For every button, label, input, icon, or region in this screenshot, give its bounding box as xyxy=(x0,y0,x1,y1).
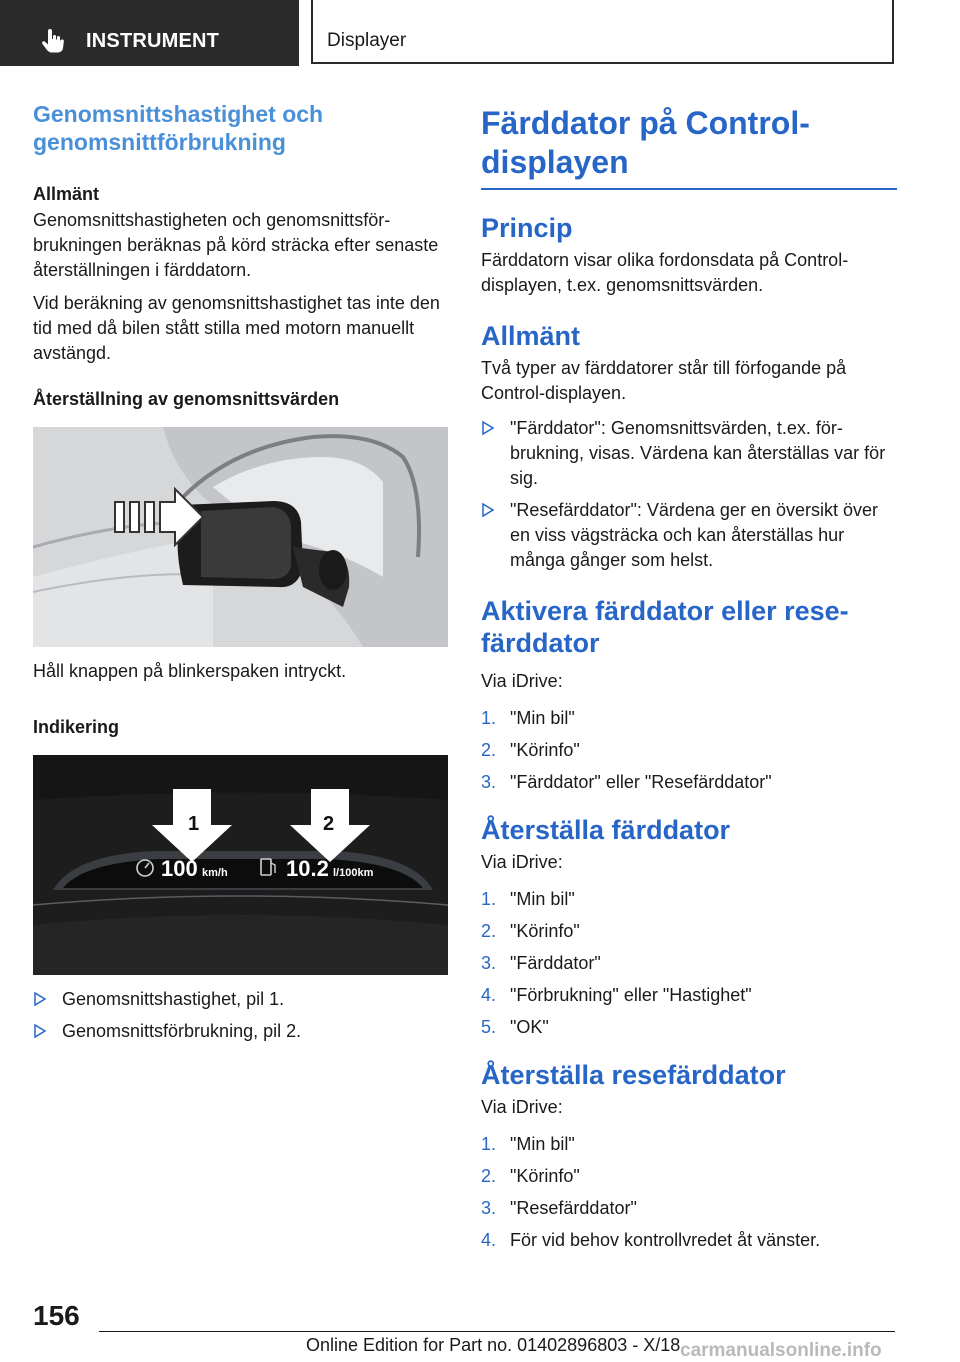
hand-pointer-icon xyxy=(40,28,66,54)
trip-computer-type-list xyxy=(481,416,897,573)
list-item xyxy=(481,1015,897,1047)
principle-text: Färddatorn visar olika fordonsdata på Control-displayen, t.ex. genomsnittsvärden. xyxy=(481,250,849,295)
triangle-bullet-icon xyxy=(481,420,495,436)
chapter-tab[interactable] xyxy=(0,0,299,66)
reset-trip-steps xyxy=(481,1132,897,1260)
list-item xyxy=(481,738,897,770)
step-text: "Färddator" xyxy=(510,953,601,973)
step-text: "Min bil" xyxy=(510,708,575,728)
reset-trip-recorder-heading: Återställa resefärddator xyxy=(481,1060,786,1090)
speed-value: 100 xyxy=(161,856,198,881)
list-item xyxy=(481,1164,897,1196)
trip-computer-title-line2: displayen xyxy=(481,144,629,180)
step-number: 4. xyxy=(481,1230,497,1250)
activate-via: Via iDrive: xyxy=(481,671,563,691)
title-underline xyxy=(481,188,897,190)
step-number: 1. xyxy=(481,1134,497,1154)
triangle-bullet-icon xyxy=(33,1023,47,1039)
list-item xyxy=(33,1019,448,1044)
average-heading xyxy=(33,100,448,156)
left-column xyxy=(33,100,448,1044)
average-heading-line2: genomsnittförbrukning xyxy=(33,129,286,155)
reset-via: Via iDrive: xyxy=(481,852,563,872)
general-subtitle-left: Allmänt xyxy=(33,184,100,204)
list-item xyxy=(481,1196,897,1228)
step-number: 5. xyxy=(481,1017,497,1037)
section-tab xyxy=(311,0,894,64)
list-item xyxy=(481,983,897,1015)
step-text: "Körinfo" xyxy=(510,921,580,941)
turn-signal-stalk-image xyxy=(33,427,448,647)
bullet-text: Genomsnittshastighet, pil 1. xyxy=(62,989,285,1009)
list-item xyxy=(481,1132,897,1164)
step-text: "Körinfo" xyxy=(510,740,580,760)
list-item xyxy=(481,416,897,491)
footer-divider xyxy=(99,1331,895,1332)
step-number: 1. xyxy=(481,889,497,909)
consumption-unit: l/100km xyxy=(333,867,374,879)
list-item xyxy=(481,887,897,919)
list-item xyxy=(481,1228,897,1260)
step-text: "Resefärddator" xyxy=(510,1198,637,1218)
list-item xyxy=(481,919,897,951)
bullet-text: Genomsnittsförbrukning, pil 2. xyxy=(62,1021,302,1041)
list-item xyxy=(481,770,897,802)
activate-steps xyxy=(481,706,897,802)
step-number: 4. xyxy=(481,985,497,1005)
reset-trip-computer-heading: Återställa färddator xyxy=(481,815,731,845)
bullet-text: "Resefärddator": Värdena ger en översikt över en viss vägsträcka och kan återställas hur många gånger som helst. xyxy=(510,500,878,570)
step-text: "OK" xyxy=(510,1017,549,1037)
activate-heading xyxy=(481,595,897,659)
list-item xyxy=(481,706,897,738)
page-header xyxy=(0,0,960,66)
reset-subtitle: Återställning av genomsnittsvärden xyxy=(33,389,340,409)
step-text: "Min bil" xyxy=(510,1134,575,1154)
activate-heading-line1: Aktivera färddator eller rese- xyxy=(481,596,849,626)
right-column xyxy=(481,100,897,1260)
trip-computer-title-line1: Färddator på Control- xyxy=(481,105,810,141)
step-number: 3. xyxy=(481,772,497,792)
step-number: 2. xyxy=(481,921,497,941)
trip-computer-title xyxy=(481,104,897,182)
list-item xyxy=(481,498,897,573)
step-text: "Min bil" xyxy=(510,889,575,909)
bullet-text: "Färddator": Genomsnittsvärden, t.ex. förbrukning, visas. Värdena kan återställas var för sig. xyxy=(510,418,886,488)
consumption-value: 10.2 xyxy=(286,856,329,881)
general-paragraph-2: Vid beräkning av genomsnittshastighet tas inte den tid med då bilen stått stilla med motorn manuellt avstängd. xyxy=(33,293,440,363)
step-text: "Förbrukning" eller "Hastighet" xyxy=(510,985,752,1005)
page-number: 156 xyxy=(33,1300,80,1331)
triangle-bullet-icon xyxy=(481,502,495,518)
list-item xyxy=(33,987,448,1019)
indication-subtitle: Indikering xyxy=(33,717,120,737)
step-number: 2. xyxy=(481,1166,497,1186)
section-label: Displayer xyxy=(327,30,407,51)
arrow-2-label: 2 xyxy=(323,813,335,835)
general-text-right: Två typer av färddatorer står till förfogande på Control-displayen. xyxy=(481,358,847,403)
indication-bullet-list xyxy=(33,987,448,1044)
step-text: "Körinfo" xyxy=(510,1166,580,1186)
watermark-text: carmanualsonline.info xyxy=(680,1340,882,1361)
step-text: "Färddator" eller "Resefärddator" xyxy=(510,772,772,792)
arrow-1-label: 1 xyxy=(188,813,200,835)
list-item xyxy=(481,951,897,983)
reset-trip-via: Via iDrive: xyxy=(481,1097,563,1117)
general-heading-right: Allmänt xyxy=(481,321,581,351)
reset-caption: Håll knappen på blinkerspaken intryckt. xyxy=(33,661,347,681)
edition-text: Online Edition for Part no. 01402896803 - X/18 xyxy=(306,1335,681,1355)
instrument-display-image xyxy=(33,755,448,975)
principle-heading: Princip xyxy=(481,213,573,243)
speed-unit: km/h xyxy=(202,867,228,879)
chapter-label: INSTRUMENT xyxy=(86,30,220,52)
general-paragraph-1: Genomsnittshastigheten och genomsnittsförbrukningen beräknas på körd sträcka efter senaste återställningen i färddatorn. xyxy=(33,210,439,280)
triangle-bullet-icon xyxy=(33,991,47,1007)
step-number: 3. xyxy=(481,953,497,973)
step-number: 3. xyxy=(481,1198,497,1218)
reset-steps xyxy=(481,887,897,1047)
step-number: 1. xyxy=(481,708,497,728)
average-heading-line1: Genomsnittshastighet och xyxy=(33,101,324,127)
step-text: För vid behov kontrollvredet åt vänster. xyxy=(510,1230,821,1250)
step-number: 2. xyxy=(481,740,497,760)
activate-heading-line2: färddator xyxy=(481,628,600,658)
